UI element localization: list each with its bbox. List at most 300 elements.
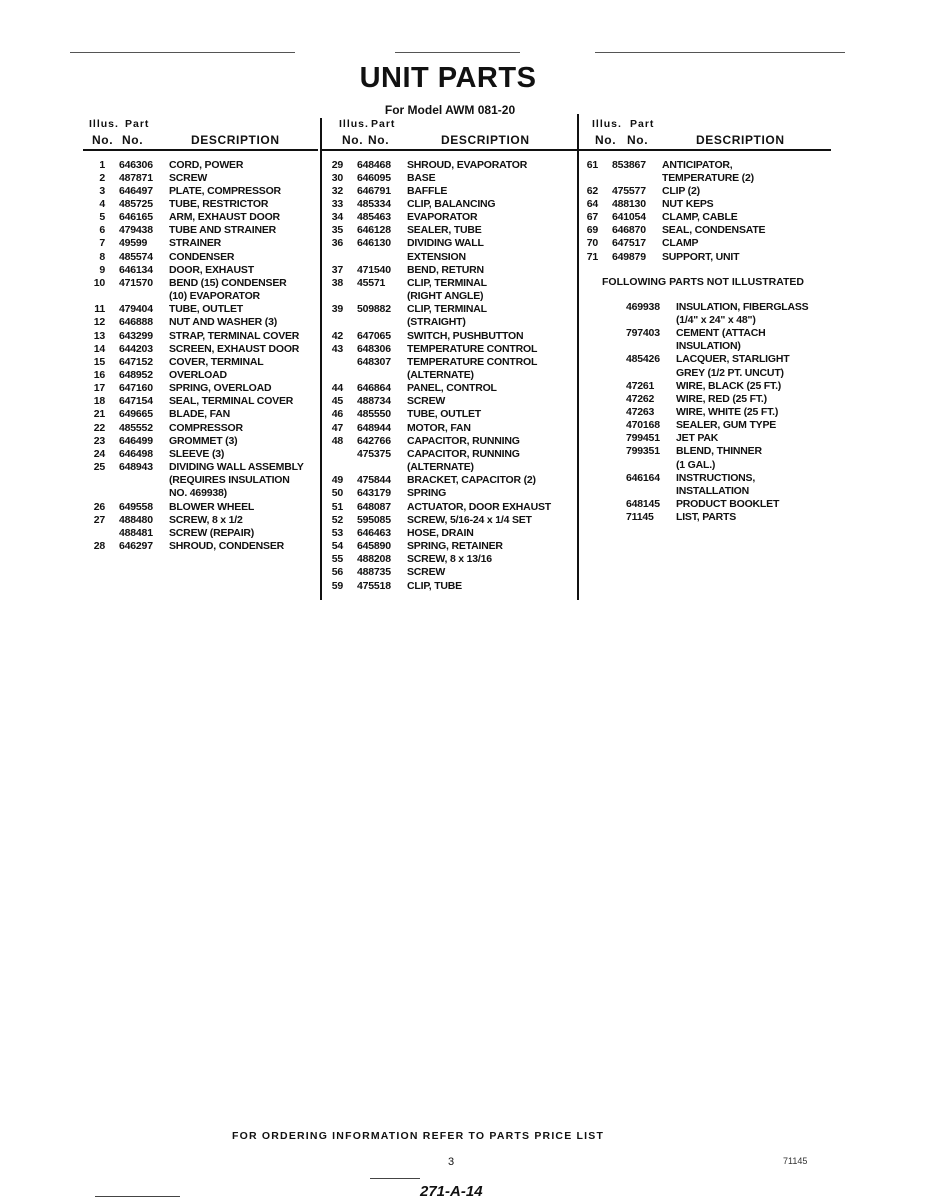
illus-number: 50 — [331, 487, 343, 500]
parts-row — [321, 501, 576, 514]
part-number: 485725 — [119, 197, 153, 210]
description-line: SCREW (REPAIR) — [169, 526, 255, 539]
illus-number: 44 — [331, 382, 343, 395]
parts-row — [321, 330, 576, 343]
parts-row — [321, 382, 576, 395]
part-number: 469938 — [626, 300, 660, 313]
description-line: BRACKET, CAPACITOR (2) — [407, 474, 536, 487]
description-line: SHROUD, CONDENSER — [169, 540, 285, 553]
part-number: 595085 — [357, 513, 391, 526]
part-number: 471540 — [357, 263, 391, 276]
description-line: (ALTERNATE) — [407, 461, 474, 474]
part-number: 647160 — [119, 382, 153, 395]
description-line: DIVIDING WALL ASSEMBLY — [169, 461, 304, 474]
parts-row — [83, 343, 318, 356]
column-header-top — [83, 118, 318, 133]
header-description: DESCRIPTION — [191, 133, 280, 147]
model-subtitle: For Model AWM 081-20 — [384, 103, 516, 117]
parts-row — [83, 277, 318, 303]
parts-row — [576, 211, 831, 224]
part-number: 646297 — [119, 540, 153, 553]
part-number: 47261 — [626, 379, 655, 392]
part-description — [407, 159, 576, 172]
spacer — [576, 264, 831, 276]
part-number: 47263 — [626, 406, 655, 418]
parts-row — [83, 237, 318, 250]
parts-row — [83, 382, 318, 395]
description-line: (ALTERNATE) — [407, 369, 474, 381]
description-line: WIRE, RED (25 FT.) — [676, 392, 767, 405]
parts-row — [576, 472, 831, 498]
part-number: 475375 — [357, 447, 391, 460]
description-line: HOSE, DRAIN — [407, 526, 474, 539]
description-line: INSULATION, FIBERGLASS — [676, 300, 809, 313]
description-line: SCREW, 8 x 13/16 — [407, 553, 492, 566]
description-line: EXTENSION — [407, 250, 466, 263]
illus-number: 17 — [93, 382, 105, 395]
illus-number: 59 — [331, 579, 343, 592]
part-description — [676, 511, 831, 524]
illus-number: 51 — [331, 500, 343, 513]
part-description — [676, 472, 831, 498]
header-rule — [83, 149, 318, 151]
part-number: 648306 — [357, 342, 391, 355]
description-line: SEALER, GUM TYPE — [676, 419, 777, 432]
parts-row — [83, 251, 318, 264]
part-description — [169, 172, 318, 185]
parts-row — [576, 432, 831, 445]
part-number: 853867 — [612, 158, 646, 171]
part-number: 646134 — [119, 263, 153, 276]
description-line: BASE — [407, 171, 436, 184]
part-number: 648952 — [119, 369, 153, 381]
parts-row — [83, 316, 318, 329]
part-number: 479438 — [119, 224, 153, 237]
part-number: 646864 — [357, 382, 391, 395]
illus-number: 8 — [99, 250, 105, 263]
parts-row — [321, 566, 576, 579]
part-description — [407, 198, 576, 211]
parts-row — [576, 159, 831, 185]
part-number: 488130 — [612, 197, 646, 210]
part-description — [407, 422, 576, 435]
header-part: Part — [125, 118, 150, 130]
parts-row — [321, 185, 576, 198]
part-description — [662, 237, 831, 250]
scan-artifact-line — [95, 1196, 180, 1197]
parts-row — [83, 159, 318, 172]
illus-number: 12 — [93, 316, 105, 329]
header-illus: Illus. — [339, 118, 369, 130]
parts-row — [321, 553, 576, 566]
description-line: SCREW — [169, 171, 208, 184]
ordering-footer: FOR ORDERING INFORMATION REFER TO PARTS PRICE LIST — [232, 1130, 605, 1142]
illus-number: 67 — [586, 211, 598, 224]
part-description — [662, 159, 831, 185]
description-line: EVAPORATOR — [407, 211, 478, 224]
header-part-no: No. — [627, 133, 649, 147]
description-line: CORD, POWER — [169, 158, 244, 171]
part-number: 641054 — [612, 211, 646, 224]
description-line: SLEEVE (3) — [169, 447, 225, 460]
parts-row — [321, 264, 576, 277]
parts-row — [321, 408, 576, 421]
part-number: 646165 — [119, 211, 153, 224]
part-description — [169, 277, 318, 303]
illus-number: 42 — [331, 329, 343, 342]
illus-number: 56 — [331, 566, 343, 579]
description-line: GREY (1/2 PT. UNCUT) — [676, 366, 784, 379]
parts-row — [576, 251, 831, 264]
parts-row — [83, 448, 318, 461]
part-description — [407, 395, 576, 408]
illus-number: 62 — [586, 184, 598, 197]
description-line: TUBE, OUTLET — [407, 408, 482, 421]
description-line: ARM, EXHAUST DOOR — [169, 211, 280, 224]
illus-number: 48 — [331, 434, 343, 447]
parts-row — [83, 540, 318, 553]
illus-number: 7 — [99, 237, 105, 250]
part-description — [407, 172, 576, 185]
part-description — [169, 316, 318, 329]
description-line: TEMPERATURE CONTROL — [407, 342, 538, 355]
description-line: COMPRESSOR — [169, 421, 243, 434]
part-description — [407, 330, 576, 343]
description-line: SPRING — [407, 487, 447, 500]
parts-row — [576, 380, 831, 393]
scan-artifact-line — [595, 52, 845, 53]
illus-number: 32 — [331, 184, 343, 197]
column-header-top — [576, 118, 831, 133]
part-description — [169, 198, 318, 211]
part-number: 648145 — [626, 498, 660, 511]
description-line: BLADE, FAN — [169, 408, 231, 421]
parts-row — [321, 224, 576, 237]
part-number: 643299 — [119, 329, 153, 342]
part-description — [676, 445, 831, 471]
description-line: BEND, RETURN — [407, 263, 484, 276]
part-description — [407, 356, 576, 382]
description-line: COVER, TERMINAL — [169, 355, 264, 368]
illus-number: 46 — [331, 408, 343, 421]
description-line: ACTUATOR, DOOR EXHAUST — [407, 500, 551, 513]
parts-row — [321, 356, 576, 382]
illus-number: 30 — [331, 171, 343, 184]
illus-number: 13 — [93, 329, 105, 342]
description-line: PRODUCT BOOKLET — [676, 498, 780, 511]
part-number: 647152 — [119, 355, 153, 368]
part-number: 485550 — [357, 408, 391, 421]
description-line: CLIP (2) — [662, 184, 700, 197]
part-number: 479404 — [119, 303, 153, 316]
parts-row — [321, 303, 576, 329]
description-line: CAPACITOR, RUNNING — [407, 434, 520, 447]
parts-row — [321, 540, 576, 553]
description-line: TEMPERATURE (2) — [662, 171, 754, 184]
part-number: 470168 — [626, 419, 660, 432]
parts-row — [83, 185, 318, 198]
illus-number: 43 — [331, 342, 343, 355]
description-line: BLOWER WHEEL — [169, 500, 255, 513]
description-line: NUT AND WASHER (3) — [169, 316, 278, 329]
scan-artifact-line — [395, 52, 520, 53]
part-description — [676, 380, 831, 393]
part-number: 646095 — [357, 171, 391, 184]
part-number: 646306 — [119, 158, 153, 171]
part-description — [407, 343, 576, 356]
parts-row — [83, 501, 318, 514]
description-line: CLIP, TERMINAL — [407, 303, 487, 316]
parts-row — [83, 356, 318, 369]
illus-number: 23 — [93, 434, 105, 447]
parts-row — [321, 422, 576, 435]
part-number: 45571 — [357, 276, 386, 289]
part-description — [169, 369, 318, 382]
parts-row — [576, 237, 831, 250]
part-description — [662, 251, 831, 264]
parts-column-3 — [576, 118, 831, 524]
parts-row — [83, 303, 318, 316]
part-description — [407, 211, 576, 224]
description-line: SPRING, OVERLOAD — [169, 382, 272, 395]
part-description — [169, 343, 318, 356]
header-part: Part — [371, 118, 396, 130]
description-line: MOTOR, FAN — [407, 421, 471, 434]
part-description — [407, 580, 576, 593]
parts-row — [83, 330, 318, 343]
part-number: 509882 — [357, 303, 391, 316]
part-description — [169, 501, 318, 514]
description-line: INSTALLATION — [676, 484, 750, 497]
part-description — [662, 198, 831, 211]
part-description — [407, 514, 576, 527]
part-number: 646128 — [357, 224, 391, 237]
description-line: OVERLOAD — [169, 369, 227, 381]
parts-column-2 — [321, 118, 576, 593]
description-line: SUPPORT, UNIT — [662, 250, 740, 263]
part-description — [407, 237, 576, 263]
description-line: INSTRUCTIONS, — [676, 471, 756, 484]
description-line: CONDENSER — [169, 250, 235, 263]
parts-row — [83, 198, 318, 211]
description-line: LIST, PARTS — [676, 511, 737, 524]
part-description — [169, 303, 318, 316]
illus-number: 24 — [93, 447, 105, 460]
part-number: 642766 — [357, 434, 391, 447]
part-description — [407, 501, 576, 514]
part-description — [676, 327, 831, 353]
part-description — [676, 498, 831, 511]
description-line: CLAMP — [662, 237, 699, 250]
part-number: 475518 — [357, 579, 391, 592]
page-title: UNIT PARTS — [359, 62, 537, 94]
parts-row — [576, 353, 831, 379]
description-line: SWITCH, PUSHBUTTON — [407, 329, 524, 342]
parts-row — [576, 224, 831, 237]
description-line: STRAP, TERMINAL COVER — [169, 329, 300, 342]
illus-number: 25 — [93, 461, 105, 474]
illus-number: 33 — [331, 197, 343, 210]
description-line: JET PAK — [676, 432, 719, 445]
part-number: 648944 — [357, 421, 391, 434]
parts-row — [83, 369, 318, 382]
description-line: CAPACITOR, RUNNING — [407, 447, 520, 460]
part-number: 644203 — [119, 342, 153, 355]
part-description — [662, 224, 831, 237]
part-number: 643179 — [357, 487, 391, 500]
parts-row — [321, 435, 576, 448]
parts-row — [83, 408, 318, 421]
illus-number: 54 — [331, 540, 343, 553]
part-description — [407, 277, 576, 303]
description-line: (REQUIRES INSULATION — [169, 474, 290, 487]
illus-number: 18 — [93, 395, 105, 408]
part-description — [169, 540, 318, 553]
illus-number: 28 — [93, 540, 105, 553]
header-description: DESCRIPTION — [696, 133, 785, 147]
description-line: SCREW — [407, 566, 446, 579]
parts-row — [576, 498, 831, 511]
parts-row — [321, 395, 576, 408]
illus-number: 6 — [99, 224, 105, 237]
description-line: INSULATION) — [676, 340, 741, 353]
illus-number: 5 — [99, 211, 105, 224]
part-description — [169, 264, 318, 277]
description-line: PLATE, COMPRESSOR — [169, 184, 281, 197]
parts-row — [83, 224, 318, 237]
part-number: 646888 — [119, 316, 153, 329]
description-line: TUBE, RESTRICTOR — [169, 197, 269, 210]
illus-number: 34 — [331, 211, 343, 224]
parts-row — [83, 264, 318, 277]
parts-row — [83, 395, 318, 408]
illus-number: 35 — [331, 224, 343, 237]
illus-number: 22 — [93, 421, 105, 434]
parts-row — [83, 435, 318, 448]
part-description — [662, 211, 831, 224]
part-number: 47262 — [626, 392, 655, 405]
illus-number: 3 — [99, 184, 105, 197]
part-description — [169, 382, 318, 395]
parts-row — [321, 343, 576, 356]
description-line: CEMENT (ATTACH — [676, 327, 766, 340]
description-line: SCREEN, EXHAUST DOOR — [169, 342, 300, 355]
part-number: 49599 — [119, 237, 148, 250]
part-number: 488208 — [357, 553, 391, 566]
part-number: 485552 — [119, 421, 153, 434]
description-line: NUT KEPS — [662, 197, 714, 210]
description-line: TUBE, OUTLET — [169, 303, 244, 316]
parts-row — [83, 172, 318, 185]
header-illus: Illus. — [89, 118, 119, 130]
description-line: STRAINER — [169, 237, 222, 250]
description-line: TEMPERATURE CONTROL — [407, 355, 538, 368]
parts-column-1 — [83, 118, 318, 553]
description-line: SEALER, TUBE — [407, 224, 482, 237]
header-part-no: No. — [122, 133, 144, 147]
part-description — [676, 432, 831, 445]
illus-number: 37 — [331, 263, 343, 276]
part-description — [407, 224, 576, 237]
illus-number: 64 — [586, 197, 598, 210]
part-description — [407, 527, 576, 540]
illus-number: 49 — [331, 474, 343, 487]
description-line: (10) EVAPORATOR — [169, 290, 260, 303]
illus-number: 21 — [93, 408, 105, 421]
part-number: 647065 — [357, 329, 391, 342]
part-number: 485334 — [357, 197, 391, 210]
header-rule — [576, 149, 831, 151]
description-line: SCREW, 5/16-24 x 1/4 SET — [407, 513, 532, 526]
part-description — [169, 435, 318, 448]
part-number: 475577 — [612, 184, 646, 197]
part-description — [169, 461, 318, 500]
part-description — [169, 224, 318, 237]
header-part-no: No. — [368, 133, 390, 147]
part-number: 799451 — [626, 432, 660, 445]
illus-number: 61 — [586, 158, 598, 171]
page-number: 3 — [448, 1156, 455, 1168]
scan-artifact-line — [70, 52, 295, 53]
part-number: 485463 — [357, 211, 391, 224]
part-description — [169, 211, 318, 224]
part-description — [169, 237, 318, 250]
header-illus: Illus. — [592, 118, 622, 130]
part-number: 646791 — [357, 184, 391, 197]
illus-number: 39 — [331, 303, 343, 316]
description-line: NO. 469938) — [169, 487, 227, 500]
header-illus-no: No. — [595, 133, 617, 147]
illus-number: 2 — [99, 171, 105, 184]
description-line: (STRAIGHT) — [407, 316, 466, 329]
illus-number: 45 — [331, 395, 343, 408]
illus-number: 14 — [93, 342, 105, 355]
illus-number: 11 — [94, 303, 105, 316]
part-number: 648943 — [119, 461, 153, 474]
illus-number: 27 — [93, 513, 105, 526]
illus-number: 1 — [99, 158, 105, 171]
part-number: 488734 — [357, 395, 391, 408]
parts-row — [576, 445, 831, 471]
illus-number: 9 — [99, 263, 105, 276]
part-description — [169, 395, 318, 408]
part-number: 797403 — [626, 327, 660, 340]
parts-row — [321, 474, 576, 487]
illus-number: 10 — [93, 276, 105, 289]
illus-number: 69 — [586, 224, 598, 237]
parts-row — [321, 198, 576, 211]
part-number: 648087 — [357, 500, 391, 513]
description-line: ANTICIPATOR, — [662, 158, 733, 171]
illus-number: 4 — [99, 197, 105, 210]
part-number: 647517 — [612, 237, 646, 250]
parts-row — [576, 301, 831, 327]
part-description — [407, 540, 576, 553]
part-description — [407, 408, 576, 421]
parts-row — [83, 527, 318, 540]
column-header-top — [321, 118, 576, 133]
header-description: DESCRIPTION — [441, 133, 530, 147]
part-number: 488481 — [119, 526, 153, 539]
header-illus-no: No. — [342, 133, 364, 147]
part-description — [169, 514, 318, 527]
document-code: 71145 — [783, 1156, 808, 1166]
description-line: CLIP, TERMINAL — [407, 276, 487, 289]
illus-number: 55 — [331, 553, 343, 566]
parts-row — [576, 393, 831, 406]
part-description — [407, 303, 576, 329]
part-number: 488735 — [357, 566, 391, 579]
